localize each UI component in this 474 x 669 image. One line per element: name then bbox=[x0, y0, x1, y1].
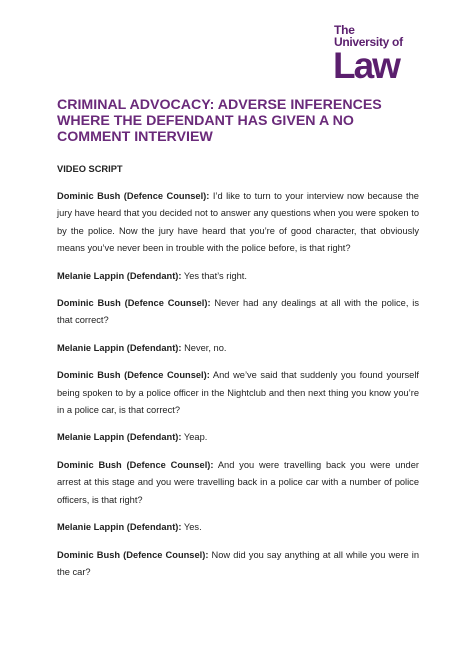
dialogue-turn bbox=[57, 268, 419, 285]
speaker-label: Melanie Lappin (Defendant): bbox=[57, 522, 182, 533]
logo-line-university: University of bbox=[334, 35, 403, 49]
speaker-label: Melanie Lappin (Defendant): bbox=[57, 270, 182, 281]
dialogue-text: Yes. bbox=[181, 522, 202, 533]
dialogue-turn bbox=[57, 367, 419, 419]
dialogue-text: Yeap. bbox=[181, 432, 208, 443]
dialogue-turn bbox=[57, 429, 419, 446]
dialogue-text: And we’ve said that suddenly you found yourself being spoken to by a police officer in the Nightclub and then next thing you know you’re in a police car, is that correct? bbox=[57, 370, 419, 416]
speaker-label: Dominic Bush (Defence Counsel): bbox=[57, 298, 211, 309]
dialogue-turn bbox=[57, 519, 419, 536]
dialogue-turn bbox=[57, 547, 419, 582]
speaker-label: Dominic Bush (Defence Counsel): bbox=[57, 549, 209, 560]
dialogue-turn bbox=[57, 457, 419, 509]
dialogue-turn bbox=[57, 188, 419, 258]
document-title: CRIMINAL ADVOCACY: ADVERSE INFERENCES WHERE THE DEFENDANT HAS GIVEN A NO COMMENT INTERVIEW bbox=[57, 97, 382, 145]
dialogue-text: I’d like to turn to your interview now because the jury have heard that you decided not to answer any questions when you were spoken to by the police. Now the jury have heard that you’re of good character, that obviously means you’ve never been in trouble with the police before, is that right? bbox=[57, 191, 419, 254]
speaker-label: Dominic Bush (Defence Counsel): bbox=[57, 459, 214, 470]
dialogue-text: Never had any dealings at all with the police, is that correct? bbox=[57, 298, 419, 326]
speaker-label: Dominic Bush (Defence Counsel): bbox=[57, 370, 210, 381]
logo-line-law: Law bbox=[333, 45, 399, 86]
dialogue-text: Yes that’s right. bbox=[181, 270, 247, 281]
dialogue-turn bbox=[57, 295, 419, 330]
dialogue-text: Now did you say anything at all while you were in the car? bbox=[57, 549, 419, 577]
video-script-heading: VIDEO SCRIPT bbox=[57, 164, 123, 174]
dialogue-text: And you were travelling back you were under arrest at this stage and you were travelling back in a police car with a number of police officers, is that right? bbox=[57, 459, 419, 505]
logo-line-the: The bbox=[334, 23, 355, 37]
dialogue-text: Never, no. bbox=[181, 342, 227, 353]
speaker-label: Melanie Lappin (Defendant): bbox=[57, 432, 182, 443]
dialogue-turn bbox=[57, 340, 419, 357]
document-body bbox=[57, 97, 419, 581]
university-logo bbox=[333, 23, 408, 86]
speaker-label: Dominic Bush (Defence Counsel): bbox=[57, 191, 210, 201]
speaker-label: Melanie Lappin (Defendant): bbox=[57, 342, 182, 353]
